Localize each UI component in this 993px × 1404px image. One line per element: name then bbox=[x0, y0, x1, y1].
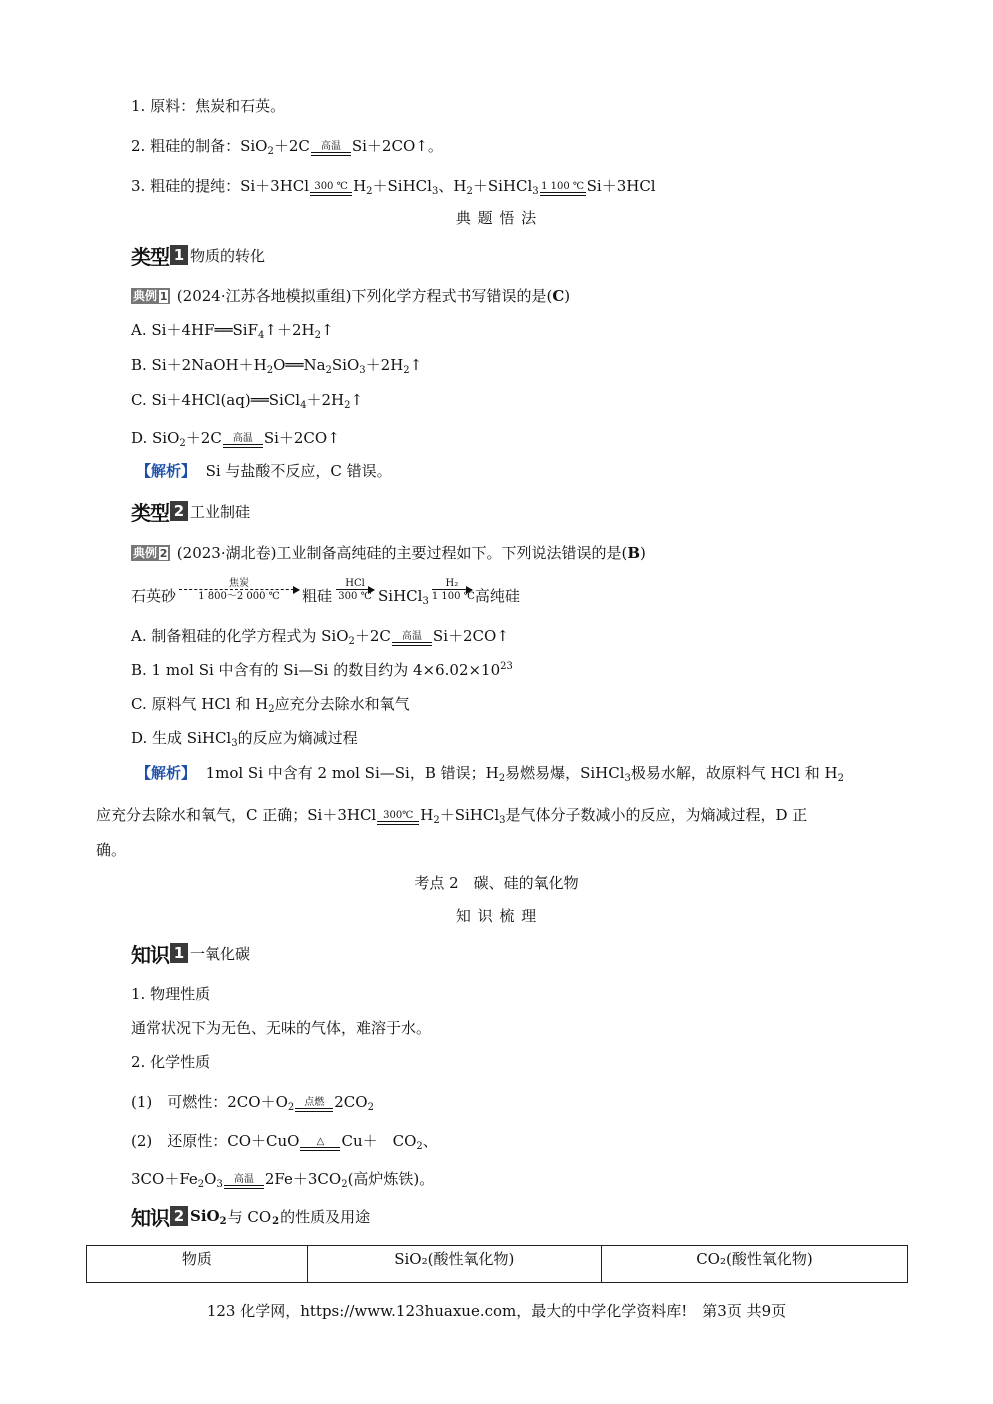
example-1-analysis: 【解析】 Si 与盐酸不反应，C 错误。 bbox=[136, 462, 392, 480]
process-flow: 石英砂 焦炭 1 800～2 000 ℃ 粗硅 HCl 300 ℃ SiHCl$_3$ $\frac{\text{H₂}}{1 100 ℃}$ 高纯硅 bbox=[131, 578, 520, 607]
physical-properties-heading: 1. 物理性质 bbox=[131, 985, 211, 1003]
reaction-condition-equals: 1 100 ℃ bbox=[540, 181, 586, 207]
reducibility-line: (2) 还原性：CO＋CuO △ Cu＋ $CO_2$、 bbox=[131, 1131, 438, 1162]
type-heading-1: 类型 1 物质的转化 bbox=[131, 244, 266, 269]
table-header-cell: SiO₂(酸性氧化物) bbox=[307, 1246, 601, 1283]
reaction-condition-equals: 高温 bbox=[223, 433, 263, 459]
option-b: B. $Si+2NaOH+H_2O══Na_2SiO_3+2H_2↑$ bbox=[131, 356, 423, 376]
example-2-stem: 典例 2 (2023·湖北卷)工业制备高纯硅的主要过程如下。下列说法错误的是(B) bbox=[133, 544, 646, 562]
section-title-knowledge: 知 识 梳 理 bbox=[455, 907, 538, 925]
exam-point-title: 考点 2 碳、硅的氧化物 bbox=[414, 874, 579, 892]
raw-material-line: 1. 原料：焦炭和石英。 bbox=[131, 97, 286, 115]
option-c: C. $Si+4HCl(aq)══SiCl_4+2H_2↑$ bbox=[131, 391, 364, 411]
ex2-option-d: D. 生成 SiHCl$_3$的反应为熵减过程 bbox=[131, 729, 358, 749]
example-tag: 典例 2 bbox=[131, 545, 170, 561]
knowledge-heading-2: 知识 2 SiO$_2$ 与 CO $_2$ 的性质及用途 bbox=[131, 1205, 371, 1230]
reaction-condition-equals: 点燃 bbox=[295, 1097, 333, 1123]
ex2-option-b: B. 1 mol Si 中含有的 Si—Si 的数目约为 $4\times 6.02\times 10^{23}$ bbox=[131, 661, 513, 679]
ex2-option-c: C. 原料气 HCl 和 $H_2$应充分去除水和氧气 bbox=[131, 695, 410, 715]
example-2-analysis-line-1: 【解析】 1mol Si 中含有 2 mol Si—Si，B 错误；$H_2$易燃易爆，SiHCl$_3$极易水解，故原料气 HCl 和 $H_2$ bbox=[136, 764, 844, 784]
chemical-properties-heading: 2. 化学性质 bbox=[131, 1053, 211, 1071]
example-2-analysis-line-2: 应充分去除水和氧气，C 正确；Si＋3HCl 300℃ $H_2+SiHCl_3$是气体分子数减小的反应，为熵减过程，D 正 bbox=[96, 805, 807, 836]
properties-table bbox=[86, 1245, 908, 1283]
flow-arrow-3: $\frac{\text{H₂}}{1 100 ℃}$ bbox=[431, 578, 475, 602]
page-footer: 123 化学网，https://www.123huaxue.com，最大的中学化学资料库! 第3页 共9页 bbox=[206, 1302, 787, 1320]
reaction-condition-equals: 300 ℃ bbox=[310, 181, 352, 207]
table-header-cell: 物质 bbox=[87, 1246, 308, 1283]
physical-properties-text: 通常状况下为无色、无味的气体，难溶于水。 bbox=[131, 1019, 432, 1037]
blast-furnace-line: $3CO+Fe_2O_3$ 高温 $2Fe+3CO_2$(高炉炼铁)。 bbox=[131, 1169, 434, 1200]
option-d: D. SiO$_2$＋2C 高温 Si＋2CO↑ bbox=[131, 428, 340, 459]
reaction-condition-equals: 高温 bbox=[311, 141, 351, 167]
example-tag: 典例 1 bbox=[131, 288, 170, 304]
example-2-analysis-line-3: 确。 bbox=[96, 841, 127, 859]
crude-silicon-line: 2. 粗硅的制备：SiO$_2$＋2C 高温 Si＋2CO↑。 bbox=[131, 136, 443, 167]
flow-arrow-1: 焦炭 1 800～2 000 ℃ bbox=[179, 578, 299, 602]
table-header-row bbox=[87, 1246, 908, 1283]
reaction-condition-equals: 300℃ bbox=[377, 810, 419, 836]
ex2-option-a: A. 制备粗硅的化学方程式为 SiO$_2$＋2C 高温 Si＋2CO↑ bbox=[131, 626, 509, 657]
reaction-condition-equals: 高温 bbox=[392, 631, 432, 657]
example-1-stem: 典例 1 (2024·江苏各地模拟重组)下列化学方程式书写错误的是(C) bbox=[133, 287, 571, 305]
type-heading-2: 类型 2 工业制硅 bbox=[131, 500, 251, 525]
section-title-typical-problems: 典 题 悟 法 bbox=[455, 209, 538, 227]
flammability-line: (1) 可燃性：$2CO+O_2$ 点燃 $2CO_2$ bbox=[131, 1092, 374, 1123]
option-a: A. $Si+4HF══SiF_4↑+2H_2↑$ bbox=[131, 321, 334, 341]
knowledge-heading-1: 知识 1 一氧化碳 bbox=[131, 942, 251, 967]
reaction-condition-equals: △ bbox=[300, 1136, 340, 1162]
flow-arrow-2: HCl 300 ℃ bbox=[336, 578, 374, 602]
table-header-cell: CO₂(酸性氧化物) bbox=[601, 1246, 907, 1283]
purification-line: 3. 粗硅的提纯：Si＋3HCl 300 ℃ $H_2+SiHCl_3$、$H_2+SiHCl_3$ 1 100 ℃ Si＋3HCl bbox=[131, 176, 656, 207]
reaction-condition-equals: 高温 bbox=[224, 1174, 264, 1200]
